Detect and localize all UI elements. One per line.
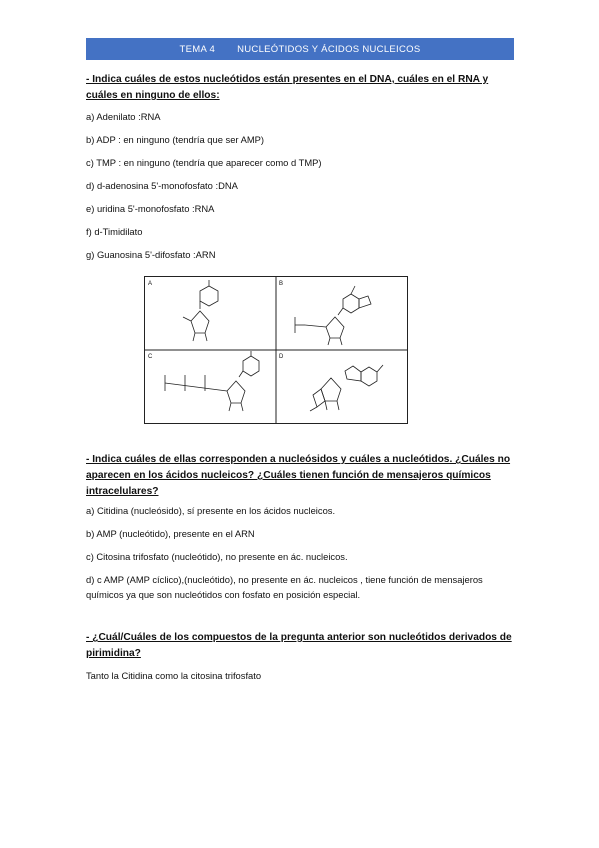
structure-b (295, 286, 371, 345)
answer-1d: d) d-adenosina 5'-monofosfato :DNA (86, 180, 238, 191)
answer-1b: b) ADP : en ninguno (tendría que ser AMP) (86, 134, 265, 145)
structure-a (183, 280, 218, 341)
panel-label-d: D (279, 354, 284, 360)
panel-label-c: C (148, 354, 153, 360)
header-tema: TEMA 4 (179, 43, 216, 55)
answer-1c: c) TMP : en ninguno (tendría que aparecer como d TMP) (86, 157, 322, 168)
answer-2a: a) Citidina (nucleósido), sí presente en los ácidos nucleicos. (86, 505, 336, 516)
question-3: - ¿Cuál/Cuáles de los compuestos de la pregunta anterior son nucleótidos derivados de pirimidina? (86, 632, 512, 659)
answer-1f: f) d-Timidilato (86, 226, 143, 237)
header-banner (86, 38, 514, 60)
panel-label-b: B (279, 281, 284, 287)
answer-3: Tanto la Citidina como la citosina trifosfato (86, 670, 262, 681)
question-2: - Indica cuáles de ellas corresponden a nucleósidos y cuáles a nucleótidos. ¿Cuáles no aparecen en los ácidos nucleicos? ¿Cuáles tienen función de mensajeros químicos intracelulares? (86, 454, 511, 497)
answer-1e: e) uridina 5'-monofosfato :RNA (86, 203, 215, 214)
answer-2c: c) Citosina trifosfato (nucleótido), no presente en ác. nucleicos. (86, 551, 348, 562)
nucleotide-structures-figure (144, 276, 408, 424)
answer-2d: d) c AMP (AMP cíclico),(nucleótido), no presente en ác. nucleicos , tiene función de mensajeros químicos ya que son nucleótidos con fosfato en posición especial. (86, 574, 483, 600)
structure-c (165, 351, 259, 411)
answer-1g: g) Guanosina 5'-difosfato :ARN (86, 249, 216, 260)
answer-2b: b) AMP (nucleótido), presente en el ARN (86, 528, 255, 539)
question-1: - Indica cuáles de estos nucleótidos están presentes en el DNA, cuáles en el RNA y cuáles en ninguno de ellos: (86, 74, 489, 101)
panel-label-a: A (148, 281, 153, 287)
answer-1a: a) Adenilato :RNA (86, 111, 161, 122)
header-title: NUCLEÓTIDOS Y ÁCIDOS NUCLEICOS (237, 43, 421, 55)
structure-d (310, 365, 383, 411)
